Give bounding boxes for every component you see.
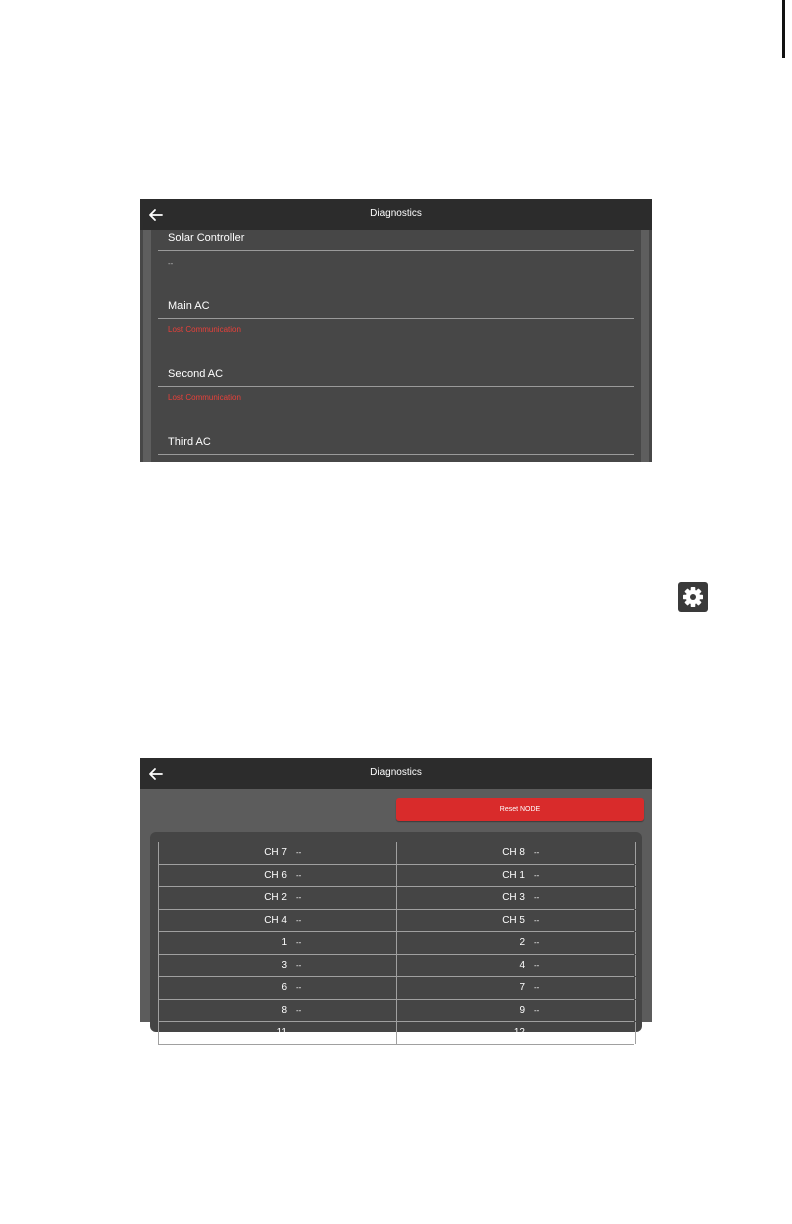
- channel-label: 12: [513, 1027, 525, 1038]
- channel-value: --: [296, 1028, 302, 1037]
- page-title: Diagnostics: [370, 767, 422, 778]
- channel-value: --: [296, 893, 302, 902]
- channel-cell: [158, 887, 397, 909]
- table-row: [158, 932, 634, 955]
- table-row: [158, 1000, 634, 1023]
- channel-label: 2: [519, 937, 525, 948]
- channel-cell: [396, 1022, 636, 1044]
- channel-cell: [396, 842, 636, 864]
- channel-label: 1: [281, 937, 287, 948]
- gear-icon: [678, 582, 708, 612]
- channel-value: --: [296, 960, 302, 970]
- channel-value: --: [296, 938, 302, 947]
- channel-cell: [158, 977, 397, 999]
- section-status-main-ac: Lost Communication: [168, 325, 241, 334]
- page-edge-bar: [782, 0, 785, 58]
- channel-label: 8: [281, 1004, 287, 1016]
- title-bar: [140, 199, 652, 230]
- channel-cell: [396, 955, 636, 977]
- channel-label: 6: [281, 982, 287, 993]
- channel-label: 3: [281, 959, 287, 971]
- channel-cell: [396, 977, 636, 999]
- channel-value: --: [534, 848, 540, 857]
- page-title: Diagnostics: [370, 208, 422, 219]
- channel-cell: [396, 910, 636, 932]
- channel-cell: [396, 887, 636, 909]
- channel-label: CH 7: [264, 847, 287, 858]
- channel-cell: [396, 932, 636, 954]
- section-header-second-ac: Second AC: [168, 368, 224, 380]
- channel-cell: [158, 1000, 397, 1022]
- channel-label: CH 4: [264, 914, 287, 926]
- channel-panel: [150, 832, 642, 1038]
- channel-grid: [158, 842, 634, 1045]
- section-divider: [158, 386, 634, 387]
- list-left-edge: [143, 230, 151, 462]
- channel-label: 7: [519, 982, 525, 993]
- channel-cell: [396, 1000, 636, 1022]
- section-divider: [158, 250, 634, 251]
- table-row: [158, 977, 634, 1000]
- list-scrollbar[interactable]: [641, 230, 649, 462]
- channel-cell: [158, 932, 397, 954]
- channel-cell: [158, 955, 397, 977]
- channel-value: --: [534, 960, 540, 970]
- channel-cell: [158, 1022, 397, 1044]
- channel-value: --: [534, 893, 540, 902]
- channel-value: --: [296, 870, 302, 880]
- channel-cell: [396, 865, 636, 887]
- section-divider: [158, 318, 634, 319]
- channel-label: CH 5: [502, 914, 525, 926]
- channel-label: CH 8: [502, 847, 525, 858]
- channel-value: --: [534, 983, 540, 992]
- table-row: [158, 887, 634, 910]
- section-status-second-ac: Lost Communication: [168, 393, 241, 402]
- channel-value: --: [534, 1028, 540, 1037]
- diagnostics-screen-2: [140, 758, 652, 1038]
- section-divider: [158, 454, 634, 455]
- table-row: [158, 1022, 634, 1045]
- section-status-solar-controller: --: [168, 259, 174, 268]
- table-row: [158, 910, 634, 933]
- diagnostics-screen-1: [140, 199, 652, 462]
- section-header-main-ac: Main AC: [168, 300, 210, 312]
- channel-cell: [158, 842, 397, 864]
- channel-label: 9: [519, 1004, 525, 1016]
- table-row: [158, 865, 634, 888]
- settings-button[interactable]: [678, 582, 708, 612]
- section-header-third-ac: Third AC: [168, 436, 211, 448]
- channel-label: CH 2: [264, 892, 287, 903]
- channel-value: --: [296, 983, 302, 992]
- section-header-solar-controller: Solar Controller: [168, 232, 245, 244]
- channel-value: --: [534, 870, 540, 880]
- channel-label: CH 1: [502, 869, 525, 881]
- channel-label: 11: [276, 1027, 287, 1038]
- reset-node-button[interactable]: Reset NODE: [396, 798, 644, 821]
- channel-value: --: [296, 915, 302, 925]
- channel-value: --: [296, 1005, 302, 1015]
- channel-label: CH 3: [502, 892, 525, 903]
- channel-cell: [158, 910, 397, 932]
- title-bar: [140, 758, 652, 789]
- channel-value: --: [534, 938, 540, 947]
- channel-value: --: [296, 848, 302, 857]
- channel-label: CH 6: [264, 869, 287, 881]
- channel-label: 4: [519, 959, 525, 971]
- table-row: [158, 842, 634, 865]
- channel-value: --: [534, 915, 540, 925]
- table-row: [158, 955, 634, 978]
- channel-value: --: [534, 1005, 540, 1015]
- channel-cell: [158, 865, 397, 887]
